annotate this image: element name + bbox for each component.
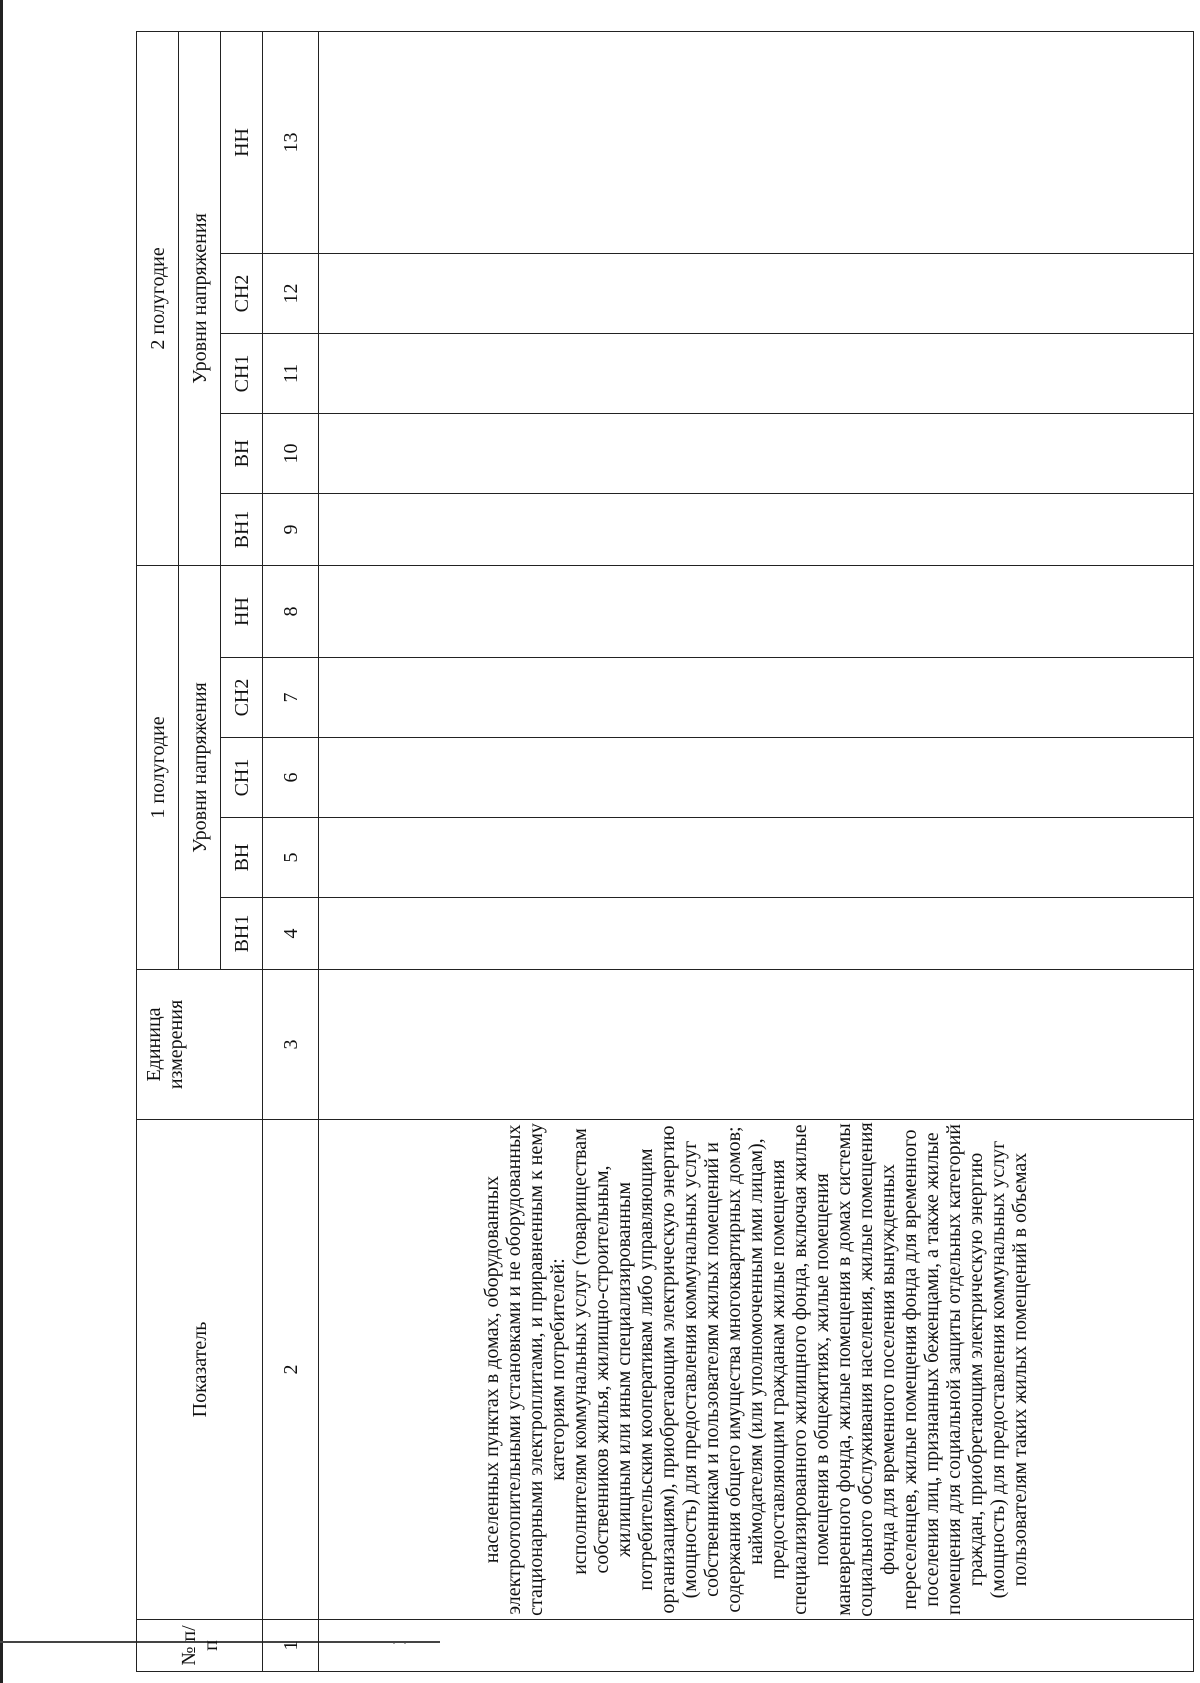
level-cell: СН1 [221, 333, 263, 413]
column-number: 6 [263, 738, 319, 818]
data-cell [319, 31, 1194, 253]
header-row [137, 31, 179, 1671]
indicator-description [319, 1120, 1194, 1620]
header-voltage-levels-2: Уровни напряжения [179, 31, 221, 565]
data-cell [319, 565, 1194, 657]
column-number: 3 [263, 970, 319, 1120]
column-number: 12 [263, 253, 319, 333]
scan-left-edge [0, 0, 3, 1683]
column-number: 4 [263, 898, 319, 970]
description-paragraph: исполнителям коммунальных услуг (товариществам собственников жилья, жилищно-строительным, жилищным или иным специализированным потребительским кооперативам либо управляющим организациям), приобретающим электрическую энергию (мощность) для предоставления коммунальных услуг собственникам и пользователям жилых помещений и содержания общего имущества многоквартирных домов; [569, 1125, 745, 1614]
rotated-table-container [136, 32, 1194, 1672]
data-cell [319, 253, 1194, 333]
level-cell: НН [221, 31, 263, 253]
column-number: 8 [263, 565, 319, 657]
header-half2: 2 полугодие [137, 31, 179, 565]
level-cell: СН2 [221, 658, 263, 738]
level-cell: ВН [221, 818, 263, 898]
level-cell: СН2 [221, 253, 263, 333]
column-numbers-row [263, 31, 319, 1671]
column-number: 11 [263, 333, 319, 413]
column-number: 1 [263, 1620, 319, 1672]
header-half1: 1 полугодие [137, 565, 179, 969]
header-voltage-levels-1: Уровни напряжения [179, 565, 221, 969]
tariff-table [136, 31, 1194, 1672]
column-number: 2 [263, 1120, 319, 1620]
level-cell: ВН [221, 413, 263, 493]
description-paragraph: наймодателям (или уполномоченным ими лицам), предоставляющим гражданам жилые помещения специализированного жилищного фонда, включая жилые помещения в общежитиях, жилые помещения маневренного фонда, жилые помещения в домах системы социального обслуживания населения, жилые помещения фонда для временного поселения вынужденных переселенцев, жилые помещения фонда для временного поселения лиц, признанных беженцами, а также жилые помещения для социальной защиты отдельных категорий граждан, приобретающим электрическую энергию (мощность) для предоставления коммунальных услуг пользователям таких жилых помещений в объемах [745, 1122, 1031, 1617]
data-cell [319, 898, 1194, 970]
level-cell: ВН1 [221, 493, 263, 565]
data-cell [319, 413, 1194, 493]
header-indicator: Показатель [137, 1120, 263, 1620]
column-number: 13 [263, 31, 319, 253]
column-number: 7 [263, 658, 319, 738]
data-cell [319, 970, 1194, 1120]
data-cell [319, 818, 1194, 898]
level-cell: СН1 [221, 738, 263, 818]
table-row [319, 31, 1194, 1671]
data-cell [319, 493, 1194, 565]
column-number: 10 [263, 413, 319, 493]
description-paragraph: населенных пунктах в домах, оборудованных электроотопительными установками и не оборудованных стационарными электроплитами, и приравненным к нему категориям потребителей: [481, 1123, 569, 1616]
column-number: 9 [263, 493, 319, 565]
level-cell: НН [221, 565, 263, 657]
scan-artifact: · · [392, 1636, 409, 1650]
column-number: 5 [263, 818, 319, 898]
data-cell [319, 738, 1194, 818]
data-cell-num [319, 1620, 1194, 1672]
data-cell [319, 333, 1194, 413]
header-num: № п/п [137, 1620, 263, 1672]
header-unit: Единица измерения [137, 970, 263, 1120]
level-cell: ВН1 [221, 898, 263, 970]
data-cell [319, 658, 1194, 738]
